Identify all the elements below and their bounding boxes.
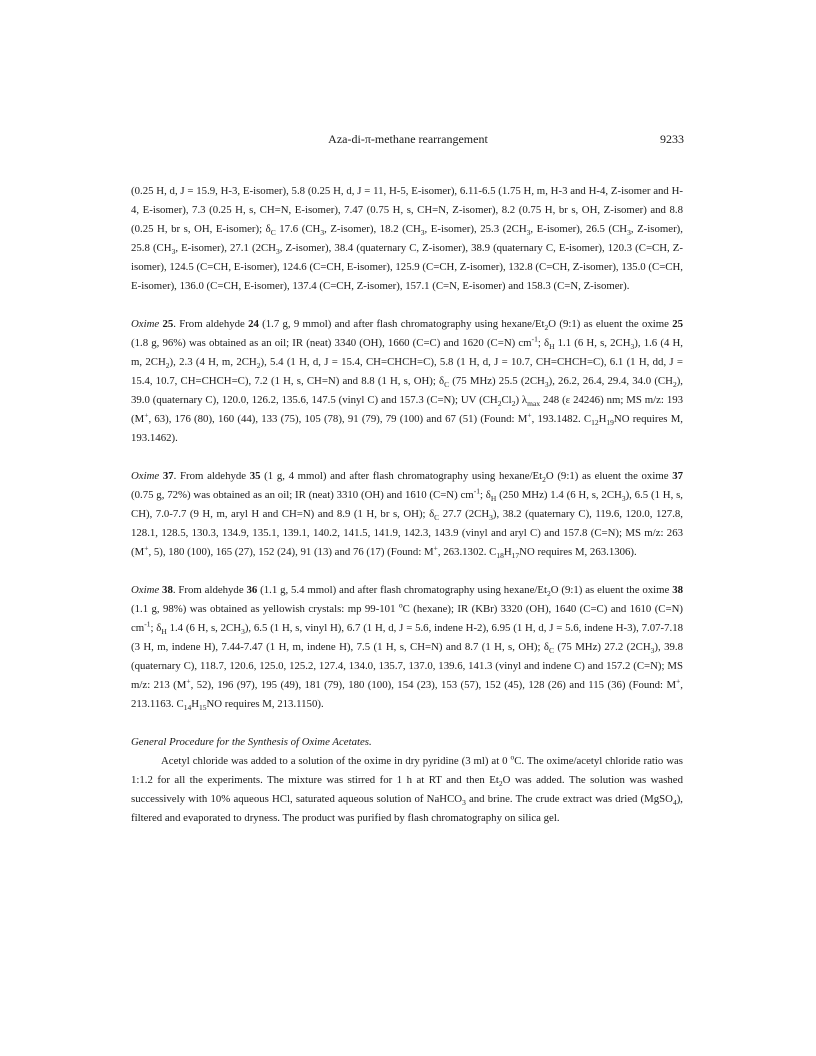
running-header xyxy=(132,132,684,148)
nmr-continuation-paragraph: (0.25 H, d, J = 15.9, H-3, E-isomer), 5.8 (0.25 H, d, J = 11, H-5, E-isomer), 6.11-6.5 (1.75 H, m, H-3 and H-4, Z-isomer and H-4, E-isomer), 7.3 (0.25 H, s, CH=N, E-isomer), 7.47 (0.75 H, s, CH=N, Z-isomer), 8.2 (0.75 H, br s, OH, Z-isomer) and 8.8 (0.25 H, br s, OH, E-isomer); $\delta_C$ 17.6 ($CH_3$, Z-isomer), 18.2 ($CH_3$, E-isomer), 25.3 ($2CH_3$, E-isomer), 26.5 ($CH_3$, Z-isomer), 25.8 ($CH_3$, E-isomer), 27.1 ($2CH_3$, Z-isomer), 38.4 (quaternary C, Z-isomer), 38.9 (quaternary C, E-isomer), 120.3 (C=CH, Z-isomer), 124.5 (C=CH, E-isomer), 124.6 (C=CH, E-isomer), 125.9 (C=CH, Z-isomer), 132.8 (C=CH, Z-isomer), 135.0 (C=CH, E-isomer), 136.0 (C=CH, E-isomer), 137.4 (C=CH, Z-isomer), 157.1 (C=N, E-isomer) and 158.3 (C=N, Z-isomer). xyxy=(131,185,683,292)
page-body xyxy=(131,182,683,828)
page-number: 9233 xyxy=(660,132,684,146)
running-title: Aza-di-π-methane rearrangement xyxy=(328,132,488,146)
general-procedure-paragraph: Acetyl chloride was added to a solution of the oxime in dry pyridine (3 ml) at 0 $^o$C. The oxime/acetyl chloride ratio was 1:1.2 for all the experiments. The mixture was stirred for 1 h at RT and then $Et_2O$ was added. The solution was washed successively with 10% aqueous HCl, saturated aqueous solution of NaHCO$_3$ and brine. The crude extract was dried (MgSO$_4$), filtered and evaporated to dryness. The product was purified by flash chromatography on silica gel. xyxy=(131,752,684,824)
general-procedure-heading: General Procedure for the Synthesis of Oxime Acetates. xyxy=(131,736,372,748)
oxime-38-paragraph: Oxime 38. From aldehyde 36 (1.1 g, 5.4 mmol) and after flash chromatography using hexane/$Et_2O$ (9:1) as eluent the oxime 38 (1.1 g, 98%) was obtained as yellowish crystals: mp 99-101 $^o$C (hexane); IR (KBr) 3320 (OH), 1640 (C=C) and 1610 (C=N) $cm^{-1}$; $\delta_H$ 1.4 (6 H, s, $2CH_3$), 6.5 (1 H, s, vinyl H), 6.7 (1 H, d, J = 5.6, indene H-2), 6.95 (1 H, d, J = 5.6, indene H-3), 7.07-7.18 (3 H, m, indene H), 7.44-7.47 (1 H, m, indene H), 7.5 (1 H, s, CH=N) and 8.7 (1 H, s, OH); $\delta_C$ (75 MHz) 27.2 $(2CH_3)$, 39.8 (quaternary C), 118.7, 120.6, 125.0, 125.2, 127.4, 134.0, 135.7, 137.0, 139.6, 141.3 (vinyl and indene C) and 157.2 (C=N); MS m/z: 213 (M+, 52), 196 (97), 195 (49), 181 (79), 180 (100), 154 (23), 153 (57), 152 (45), 128 (26) and 115 (36) (Found: M+, 213.1163. $C_{14}H_{15}NO$ requires M, 213.1150). xyxy=(131,584,683,713)
oxime-37-paragraph: Oxime 37. From aldehyde 35 (1 g, 4 mmol) and after flash chromatography using hexane/$Et_2O$ (9:1) as eluent the oxime 37 (0.75 g, 72%) was obtained as an oil; IR (neat) 3310 (OH) and 1610 (C=N) $cm^{-1}$; $\delta_H$ (250 MHz) 1.4 (6 H, s, $2CH_3$), 6.5 (1 H, s, CH), 7.0-7.7 (9 H, m, aryl H and CH=N) and 8.9 (1 H, br s, OH); $\delta_C$ 27.7 $(2CH_3)$, 38.2 (quaternary C), 119.6, 120.0, 127.8, 128.1, 128.5, 130.3, 134.9, 135.1, 139.1, 140.2, 141.5, 141.9, 142.3, 143.9 (vinyl and aryl C) and 157.8 (C=N); MS m/z: 263 (M+, 5), 180 (100), 165 (27), 152 (24), 91 (13) and 76 (17) (Found: M+, 263.1302. $C_{18}H_{17}NO$ requires M, 263.1306). xyxy=(131,470,684,561)
oxime-25-paragraph: Oxime 25. From aldehyde 24 (1.7 g, 9 mmol) and after flash chromatography using hexane/$Et_2O$ (9:1) as eluent the oxime 25 (1.8 g, 96%) was obtained as an oil; IR (neat) 3340 (OH), 1660 (C=C) and 1620 (C=N) $cm^{-1}$; $\delta_H$ 1.1 (6 H, s, $2CH_3$), 1.6 (4 H, m, $2CH_2$), 2.3 (4 H, m, $2CH_2$), 5.4 (1 H, d, J = 15.4, CH=CHCH=C), 5.8 (1 H, d, J = 10.7, CH=CHCH=C), 6.1 (1 H, dd, J = 15.4, 10.7, CH=CHCH=C), 7.2 (1 H, s, CH=N) and 8.8 (1 H, s, OH); $\delta_C$ (75 MHz) 25.5 $(2CH_3)$, 26.2, 26.4, 29.4, 34.0 $(CH_2)$, 39.0 (quaternary C), 120.0, 126.2, 135.6, 147.5 (vinyl C) and 157.3 (C=N); UV $(CH_2Cl_2)$ $\lambda_{max}$ 248 (ε 24246) nm; MS m/z: 193 (M+, 63), 176 (80), 160 (44), 133 (75), 105 (78), 91 (79), 79 (100) and 67 (51) (Found: M+, 193.1482. $C_{12}H_{19}NO$ requires M, 193.1462). xyxy=(131,318,684,444)
